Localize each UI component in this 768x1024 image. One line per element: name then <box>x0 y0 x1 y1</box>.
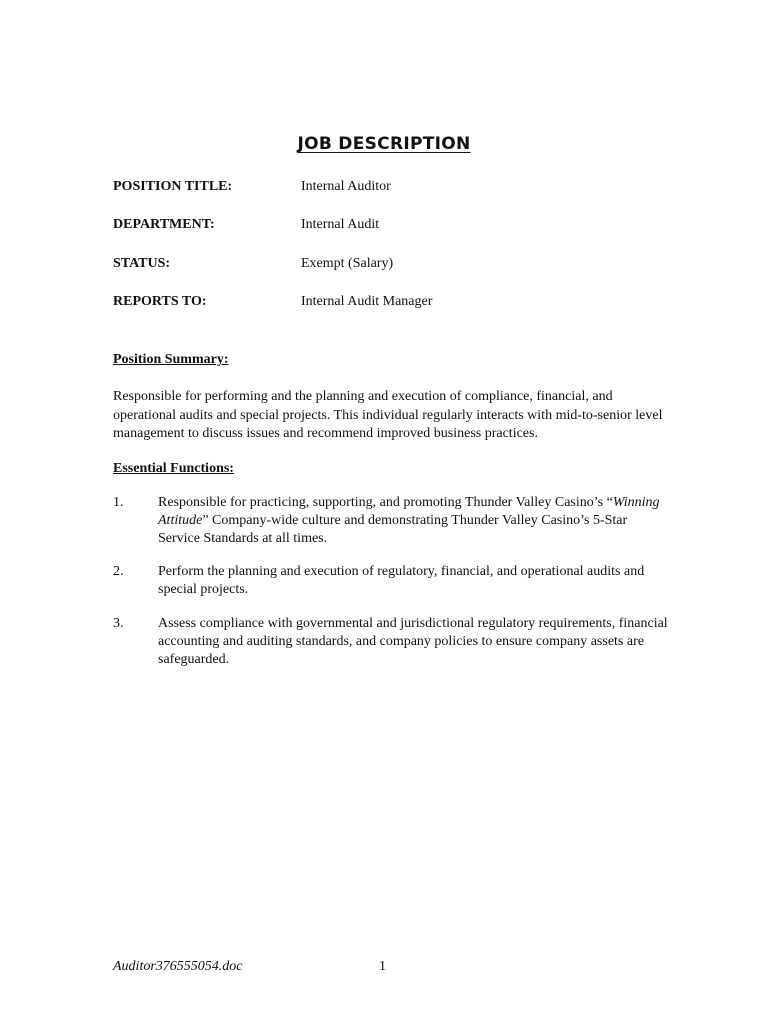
field-label: POSITION TITLE: <box>113 179 233 194</box>
essential-functions-heading: Essential Functions: <box>113 461 234 476</box>
position-summary-heading: Position Summary: <box>113 352 229 367</box>
list-item-text: Assess compliance with governmental and jurisdictional regulatory requirements, financial accounting and auditing standards, and company policies to ensure company assets are safeguarded. <box>158 616 668 667</box>
winning-attitude-emphasis: Winning Attitude <box>158 495 660 528</box>
field-value: Internal Auditor <box>301 179 391 194</box>
field-label: STATUS: <box>113 256 171 271</box>
field-value: Exempt (Salary) <box>301 256 394 271</box>
field-reports-to <box>113 292 673 312</box>
document-title: JOB DESCRIPTION <box>297 134 471 154</box>
field-position-title <box>113 177 673 197</box>
field-department <box>113 215 673 235</box>
list-item-text: Perform the planning and execution of regulatory, financial, and operational audits and special projects. <box>158 564 645 597</box>
list-item-text: Responsible for practicing, supporting, and promoting Thunder Valley Casino’s “Winning Attitude” Company-wide culture and demonstrating Thunder Valley Casino’s 5-Star Service Standards at all times. <box>158 495 660 546</box>
list-item-number: 3. <box>113 616 124 631</box>
footer-filename: Auditor376555054.doc <box>113 959 243 974</box>
footer-page-number: 1 <box>379 959 386 974</box>
position-summary-text: Responsible for performing and the planning and execution of compliance, financial, and operational audits and special projects. This individual regularly interacts with mid-to-senior level management to discuss issues and recommend improved business practices. <box>113 389 663 441</box>
list-item-number: 2. <box>113 564 124 579</box>
field-value: Internal Audit Manager <box>301 294 433 309</box>
list-item-number: 1. <box>113 495 124 510</box>
field-label: REPORTS TO: <box>113 294 207 309</box>
field-label: DEPARTMENT: <box>113 217 215 232</box>
field-status <box>113 254 673 274</box>
field-value: Internal Audit <box>301 217 380 232</box>
